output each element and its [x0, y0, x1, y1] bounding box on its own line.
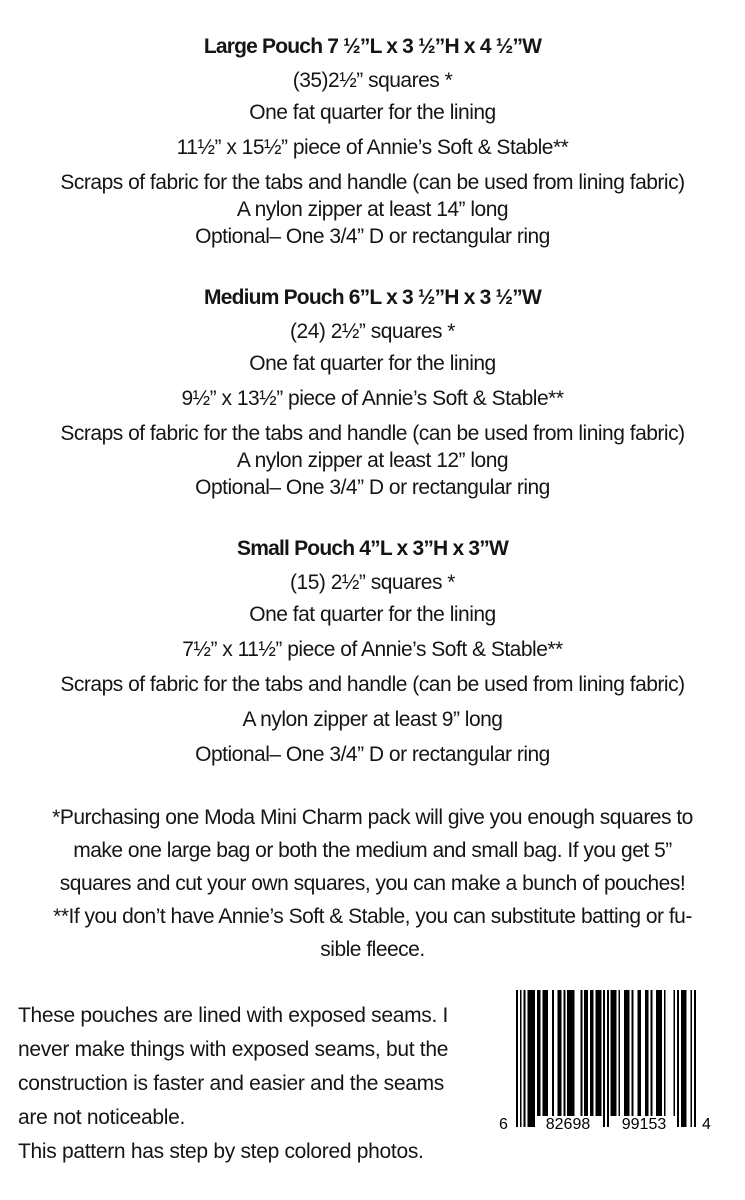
section-title-small: Small Pouch 4”L x 3”H x 3”W — [237, 537, 508, 560]
material-line: One fat quarter for the lining — [249, 603, 496, 626]
material-line: One fat quarter for the lining — [249, 352, 496, 375]
material-line: A nylon zipper at least 14” long — [236, 198, 509, 221]
description-line: These pouches are lined with exposed seams. I — [18, 1004, 449, 1027]
material-line: Optional– One 3/4” D or rectangular ring — [195, 225, 550, 248]
pouch-section-medium — [0, 283, 745, 501]
pouch-section-small — [0, 534, 745, 768]
description-line: never make things with exposed seams, but the — [18, 1038, 449, 1061]
footnote-line: make one large bag or both the medium and small bag. If you get 5” — [73, 839, 672, 862]
material-line: Scraps of fabric for the tabs and handle (can be used from lining fabric) — [60, 422, 685, 445]
barcode-bars — [516, 990, 696, 1127]
material-line: 9½” x 13½” piece of Annie’s Soft & Stable** — [181, 387, 564, 410]
barcode-digits-group2: 99153 — [621, 1116, 667, 1133]
material-line: A nylon zipper at least 12” long — [236, 449, 509, 472]
section-title-medium: Medium Pouch 6”L x 3 ½”H x 3 ½”W — [204, 286, 541, 309]
upc-barcode — [499, 990, 711, 1135]
material-line: One fat quarter for the lining — [249, 101, 496, 124]
pouch-section-large — [0, 32, 745, 250]
barcode-digit-right: 4 — [702, 1116, 711, 1133]
material-line: (35)2½” squares * — [292, 69, 453, 92]
description-line: This pattern has step by step colored photos. — [18, 1140, 424, 1163]
footnote-line: **If you don’t have Annie’s Soft & Stable, you can substitute batting or fu- — [53, 905, 692, 928]
footnotes — [0, 804, 745, 963]
description-paragraph — [18, 999, 498, 1169]
material-line: 7½” x 11½” piece of Annie’s Soft & Stable** — [182, 638, 563, 661]
description-line: construction is faster and easier and the seams — [18, 1072, 444, 1095]
material-line: Optional– One 3/4” D or rectangular ring — [195, 743, 550, 766]
barcode-digits-group1: 82698 — [545, 1116, 591, 1133]
description-line: are not noticeable. — [18, 1106, 186, 1129]
material-line: 11½” x 15½” piece of Annie’s Soft & Stable** — [176, 136, 569, 159]
footnote-line: sible fleece. — [320, 938, 425, 961]
barcode-digit-left: 6 — [499, 1116, 508, 1133]
material-line: (24) 2½” squares * — [290, 320, 455, 343]
material-line: (15) 2½” squares * — [290, 571, 455, 594]
material-line: Scraps of fabric for the tabs and handle (can be used from lining fabric) — [60, 673, 685, 696]
section-title-large: Large Pouch 7 ½”L x 3 ½”H x 4 ½”W — [203, 35, 542, 58]
material-line: A nylon zipper at least 9” long — [242, 708, 503, 731]
material-line: Optional– One 3/4” D or rectangular ring — [195, 476, 550, 499]
material-line: Scraps of fabric for the tabs and handle (can be used from lining fabric) — [60, 171, 685, 194]
footnote-line: squares and cut your own squares, you can make a bunch of pouches! — [59, 872, 686, 895]
footnote-line: *Purchasing one Moda Mini Charm pack will give you enough squares to — [52, 806, 693, 829]
